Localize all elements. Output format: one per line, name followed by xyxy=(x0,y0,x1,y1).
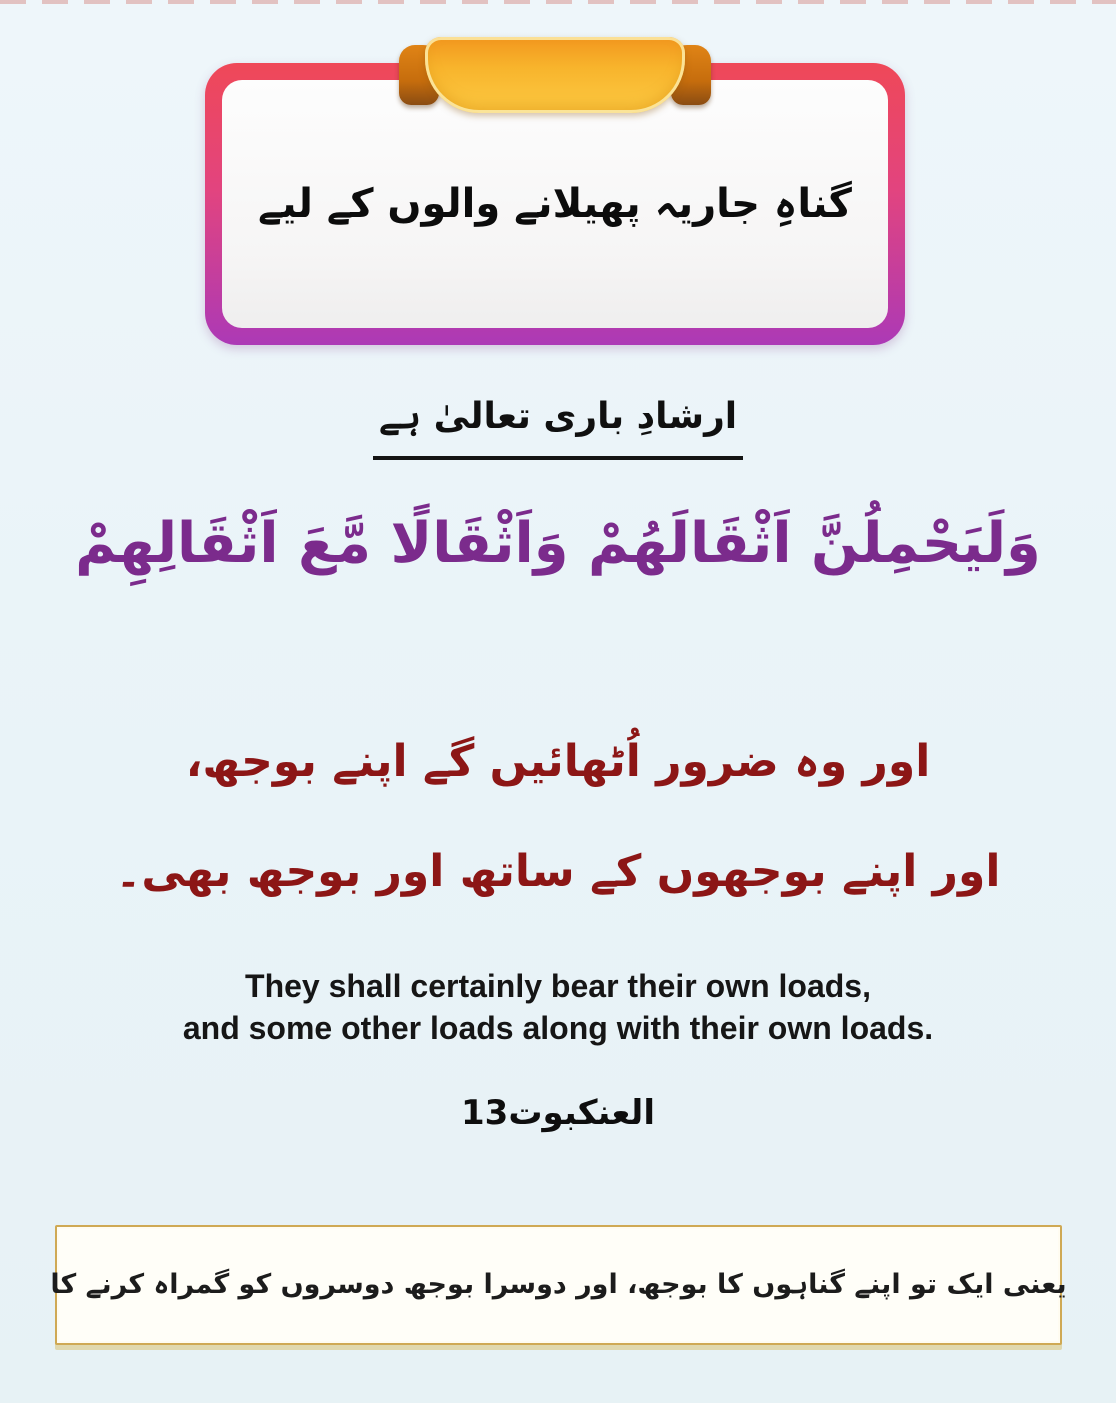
urdu-translation-line1: اور وہ ضرور اُٹھائیں گے اپنے بوجھ، xyxy=(185,736,931,787)
footnote-box xyxy=(50,1225,1067,1345)
english-translation-line2: and some other loads along with their own loads. xyxy=(182,1010,934,1047)
surah-reference: العنكبوت13 xyxy=(461,1093,655,1133)
urdu-translation-line2: اور اپنے بوجھوں کے ساتھ اور بوجھ بھی۔ xyxy=(115,846,1001,897)
english-translation-line1: They shall certainly bear their own loads, xyxy=(245,968,871,1004)
ribbon-body xyxy=(425,37,685,113)
heading-allah-says: ارشادِ باری تعالیٰ ہے xyxy=(373,392,743,460)
ribbon-icon xyxy=(425,37,685,113)
heading-row xyxy=(0,392,1116,460)
quran-verse-arabic: وَلَيَحْمِلُنَّ اَثْقَالَهُمْ وَاَثْقَالًا مَّعَ اَثْقَالِهِمْ xyxy=(75,511,1041,576)
footnote-text: یعنی ایک تو اپنے گناہوں کا بوجھ، اور دوسرا بوجھ دوسروں کو گمراہ کرنے کا xyxy=(50,1269,1067,1301)
top-dashed-border xyxy=(0,0,1116,4)
english-translation xyxy=(0,965,1116,1049)
title-banner-card xyxy=(205,63,905,345)
title-card-inner xyxy=(222,80,888,328)
verse-row xyxy=(0,498,1116,590)
poster-title: گناہِ جاریہ پھیلانے والوں کے لیے xyxy=(258,181,852,227)
